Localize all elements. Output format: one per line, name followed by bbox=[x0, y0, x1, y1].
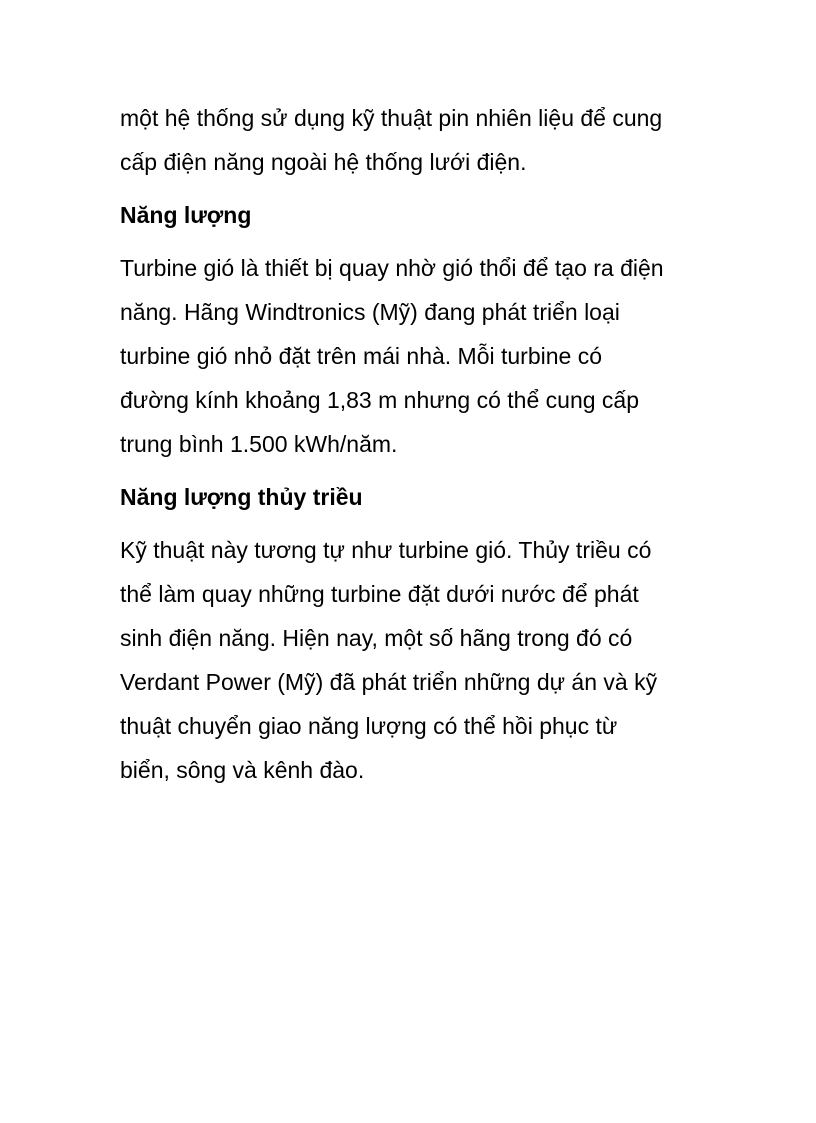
paragraph-line: năng. Hãng Windtronics (Mỹ) đang phát triển loại bbox=[120, 299, 620, 325]
paragraph-line: đường kính khoảng 1,83 m nhưng có thể cung cấp bbox=[120, 387, 640, 413]
paragraph-line: thể làm quay những turbine đặt dưới nước để phát bbox=[120, 581, 639, 607]
wind-paragraph bbox=[120, 246, 720, 466]
paragraph-line: cấp điện năng ngoài hệ thống lưới điện. bbox=[120, 149, 527, 175]
paragraph-line: thuật chuyển giao năng lượng có thể hồi phục từ bbox=[120, 713, 618, 739]
intro-paragraph bbox=[120, 96, 720, 184]
paragraph-line: Kỹ thuật này tương tự như turbine gió. Thủy triều có bbox=[120, 537, 652, 563]
tidal-paragraph bbox=[120, 528, 720, 792]
paragraph-line: biển, sông và kênh đào. bbox=[120, 757, 365, 783]
paragraph-line: sinh điện năng. Hiện nay, một số hãng trong đó có bbox=[120, 625, 633, 651]
paragraph-line: trung bình 1.500 kWh/năm. bbox=[120, 431, 398, 457]
paragraph-line: một hệ thống sử dụng kỹ thuật pin nhiên liệu để cung bbox=[120, 105, 663, 131]
page-content bbox=[120, 96, 720, 792]
paragraph-line: turbine gió nhỏ đặt trên mái nhà. Mỗi turbine có bbox=[120, 343, 603, 369]
section-heading-tidal: Năng lượng thủy triều bbox=[120, 484, 363, 510]
section-heading-wind: Năng lượng bbox=[120, 202, 252, 228]
paragraph-line: Verdant Power (Mỹ) đã phát triển những dự án và kỹ bbox=[120, 669, 658, 695]
paragraph-line: Turbine gió là thiết bị quay nhờ gió thổi để tạo ra điện bbox=[120, 255, 664, 281]
